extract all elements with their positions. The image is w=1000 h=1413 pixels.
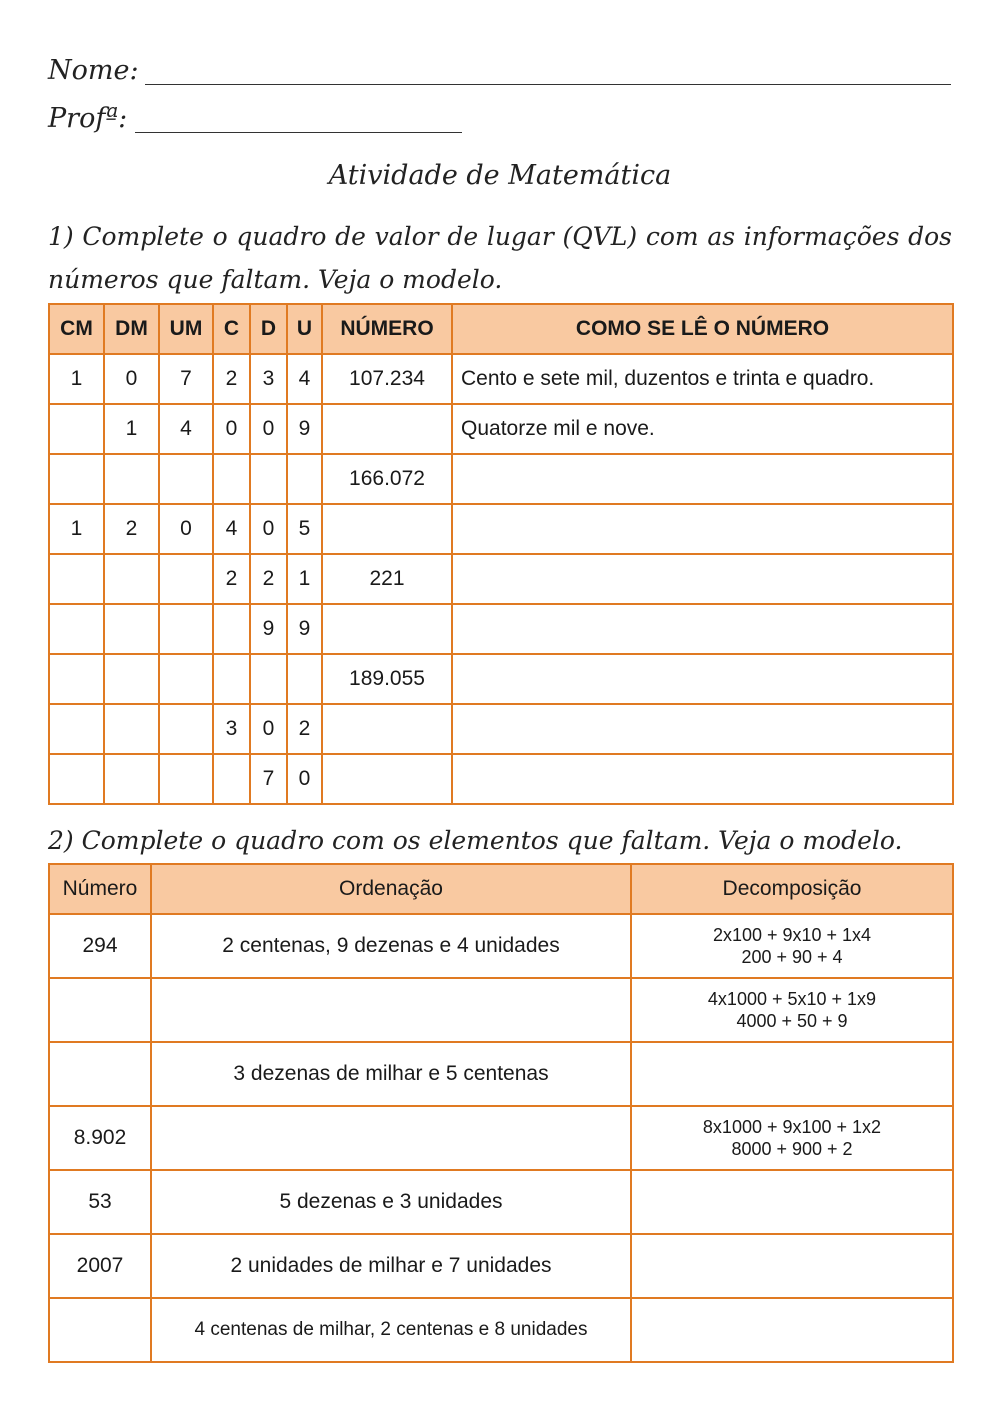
reading-cell[interactable] — [452, 654, 953, 704]
place-value-cell: 7 — [159, 354, 213, 404]
place-value-cell: 9 — [250, 604, 287, 654]
place-value-cell[interactable] — [104, 704, 159, 754]
decomposicao-cell[interactable] — [631, 1170, 953, 1234]
place-value-cell: 2 — [213, 354, 250, 404]
number-cell[interactable] — [322, 704, 452, 754]
col-header: D — [250, 304, 287, 354]
place-value-cell: 2 — [104, 504, 159, 554]
place-value-cell: 9 — [287, 604, 322, 654]
ordenacao-cell[interactable] — [151, 978, 631, 1042]
col-header: Ordenação — [151, 864, 631, 914]
col-header: Número — [49, 864, 151, 914]
place-value-cell[interactable] — [159, 554, 213, 604]
ord-header-row — [49, 864, 953, 914]
table-row — [49, 914, 953, 978]
place-value-cell[interactable] — [250, 654, 287, 704]
table-row — [49, 654, 953, 704]
place-value-cell: 4 — [213, 504, 250, 554]
table-row — [49, 1298, 953, 1362]
numero-cell[interactable] — [49, 1042, 151, 1106]
place-value-cell: 4 — [159, 404, 213, 454]
place-value-cell: 5 — [287, 504, 322, 554]
col-header: U — [287, 304, 322, 354]
decomposicao-cell — [631, 914, 953, 978]
qvl-header-row — [49, 304, 953, 354]
ordenacao-cell: 3 dezenas de milhar e 5 centenas — [151, 1042, 631, 1106]
number-cell: 107.234 — [322, 354, 452, 404]
numero-cell[interactable] — [49, 1298, 151, 1362]
decomposicao-cell — [631, 1106, 953, 1170]
place-value-cell: 3 — [250, 354, 287, 404]
place-value-cell: 2 — [213, 554, 250, 604]
place-value-cell: 4 — [287, 354, 322, 404]
name-field[interactable] — [48, 55, 139, 86]
reading-cell: Quatorze mil e nove. — [452, 404, 953, 454]
numero-cell[interactable] — [49, 978, 151, 1042]
place-value-cell: 7 — [250, 754, 287, 804]
place-value-cell: 0 — [250, 404, 287, 454]
col-header: DM — [104, 304, 159, 354]
col-header: NÚMERO — [322, 304, 452, 354]
place-value-cell[interactable] — [49, 654, 104, 704]
place-value-cell: 2 — [287, 704, 322, 754]
place-value-cell[interactable] — [104, 554, 159, 604]
place-value-cell[interactable] — [49, 404, 104, 454]
ordenacao-cell: 5 dezenas e 3 unidades — [151, 1170, 631, 1234]
page-title: Atividade de Matemática — [328, 160, 672, 191]
table-row — [49, 1106, 953, 1170]
table-row — [49, 404, 953, 454]
place-value-cell[interactable] — [287, 454, 322, 504]
decomposicao-line-1: 2x100 + 9x10 + 1x4 — [712, 925, 872, 945]
teacher-field[interactable] — [48, 103, 127, 134]
place-value-cell[interactable] — [49, 454, 104, 504]
place-value-cell: 0 — [213, 404, 250, 454]
number-cell: 221 — [322, 554, 452, 604]
place-value-cell[interactable] — [159, 704, 213, 754]
col-header: CM — [49, 304, 104, 354]
number-cell: 189.055 — [322, 654, 452, 704]
col-header: Decomposição — [631, 864, 953, 914]
reading-cell[interactable] — [452, 754, 953, 804]
place-value-cell: 0 — [159, 504, 213, 554]
numero-cell: 2007 — [49, 1234, 151, 1298]
place-value-cell[interactable] — [49, 554, 104, 604]
decomposicao-line-1: 8x1000 + 9x100 + 1x2 — [702, 1117, 882, 1137]
place-value-cell[interactable] — [49, 604, 104, 654]
place-value-cell: 0 — [287, 754, 322, 804]
name-line[interactable] — [145, 60, 951, 85]
place-value-cell[interactable] — [287, 654, 322, 704]
number-cell[interactable] — [322, 404, 452, 454]
decomposicao-cell[interactable] — [631, 1234, 953, 1298]
place-value-cell[interactable] — [159, 454, 213, 504]
decomposicao-cell[interactable] — [631, 1042, 953, 1106]
reading-cell[interactable] — [452, 504, 953, 554]
col-header: C — [213, 304, 250, 354]
ordenacao-cell: 2 centenas, 9 dezenas e 4 unidades — [151, 914, 631, 978]
place-value-cell[interactable] — [250, 454, 287, 504]
decomposicao-line-1: 4x1000 + 5x10 + 1x9 — [707, 989, 877, 1009]
place-value-cell[interactable] — [49, 754, 104, 804]
place-value-cell: 1 — [49, 504, 104, 554]
ordenacao-cell[interactable] — [151, 1106, 631, 1170]
table-row — [49, 554, 953, 604]
reading-cell[interactable] — [452, 454, 953, 504]
col-header: UM — [159, 304, 213, 354]
teacher-label: Profª: — [48, 103, 128, 134]
col-header: COMO SE LÊ O NÚMERO — [452, 304, 953, 354]
number-cell[interactable] — [322, 604, 452, 654]
number-cell: 166.072 — [322, 454, 452, 504]
decomposicao-line-2: 200 + 90 + 4 — [741, 947, 843, 967]
place-value-cell: 2 — [250, 554, 287, 604]
place-value-cell[interactable] — [104, 654, 159, 704]
place-value-cell: 3 — [213, 704, 250, 754]
table-row — [49, 454, 953, 504]
place-value-cell: 0 — [250, 504, 287, 554]
place-value-cell[interactable] — [213, 654, 250, 704]
table-row — [49, 978, 953, 1042]
table-row — [49, 1042, 953, 1106]
numero-cell: 8.902 — [49, 1106, 151, 1170]
place-value-cell[interactable] — [49, 704, 104, 754]
table-row — [49, 354, 953, 404]
ordenacao-cell: 2 unidades de milhar e 7 unidades — [151, 1234, 631, 1298]
place-value-cell[interactable] — [159, 754, 213, 804]
numero-cell: 53 — [49, 1170, 151, 1234]
table-row — [49, 504, 953, 554]
place-value-cell: 1 — [287, 554, 322, 604]
place-value-cell[interactable] — [213, 454, 250, 504]
reading-cell: Cento e sete mil, duzentos e trinta e quadro. — [452, 354, 953, 404]
place-value-cell: 1 — [104, 404, 159, 454]
number-cell[interactable] — [322, 754, 452, 804]
teacher-line[interactable] — [135, 108, 462, 133]
place-value-cell: 9 — [287, 404, 322, 454]
reading-cell[interactable] — [452, 604, 953, 654]
question-2-instruction: 2) Complete o quadro com os elementos que faltam. Veja o modelo. — [48, 826, 903, 855]
table-row — [49, 704, 953, 754]
place-value-cell: 0 — [104, 354, 159, 404]
numero-cell: 294 — [49, 914, 151, 978]
place-value-cell: 1 — [49, 354, 104, 404]
table-row — [49, 754, 953, 804]
place-value-cell[interactable] — [213, 754, 250, 804]
table-row — [49, 1234, 953, 1298]
place-value-cell[interactable] — [159, 654, 213, 704]
place-value-cell[interactable] — [104, 454, 159, 504]
reading-cell[interactable] — [452, 704, 953, 754]
place-value-cell[interactable] — [213, 604, 250, 654]
ordenacao-table — [48, 863, 954, 1363]
table-row — [49, 1170, 953, 1234]
ordenacao-cell: 4 centenas de milhar, 2 centenas e 8 unidades — [151, 1298, 631, 1362]
decomposicao-line-2: 8000 + 900 + 2 — [731, 1139, 853, 1159]
number-cell[interactable] — [322, 504, 452, 554]
place-value-cell[interactable] — [159, 604, 213, 654]
decomposicao-cell[interactable] — [631, 1298, 953, 1362]
decomposicao-cell — [631, 978, 953, 1042]
qvl-table — [48, 303, 954, 805]
place-value-cell[interactable] — [104, 604, 159, 654]
name-label: Nome: — [48, 55, 139, 86]
place-value-cell: 0 — [250, 704, 287, 754]
table-row — [49, 604, 953, 654]
question-1-instruction: 1) Complete o quadro de valor de lugar (QVL) com as informações dos números que faltam. Veja o modelo. — [48, 222, 952, 294]
reading-cell[interactable] — [452, 554, 953, 604]
decomposicao-line-2: 4000 + 50 + 9 — [736, 1011, 848, 1031]
place-value-cell[interactable] — [104, 754, 159, 804]
